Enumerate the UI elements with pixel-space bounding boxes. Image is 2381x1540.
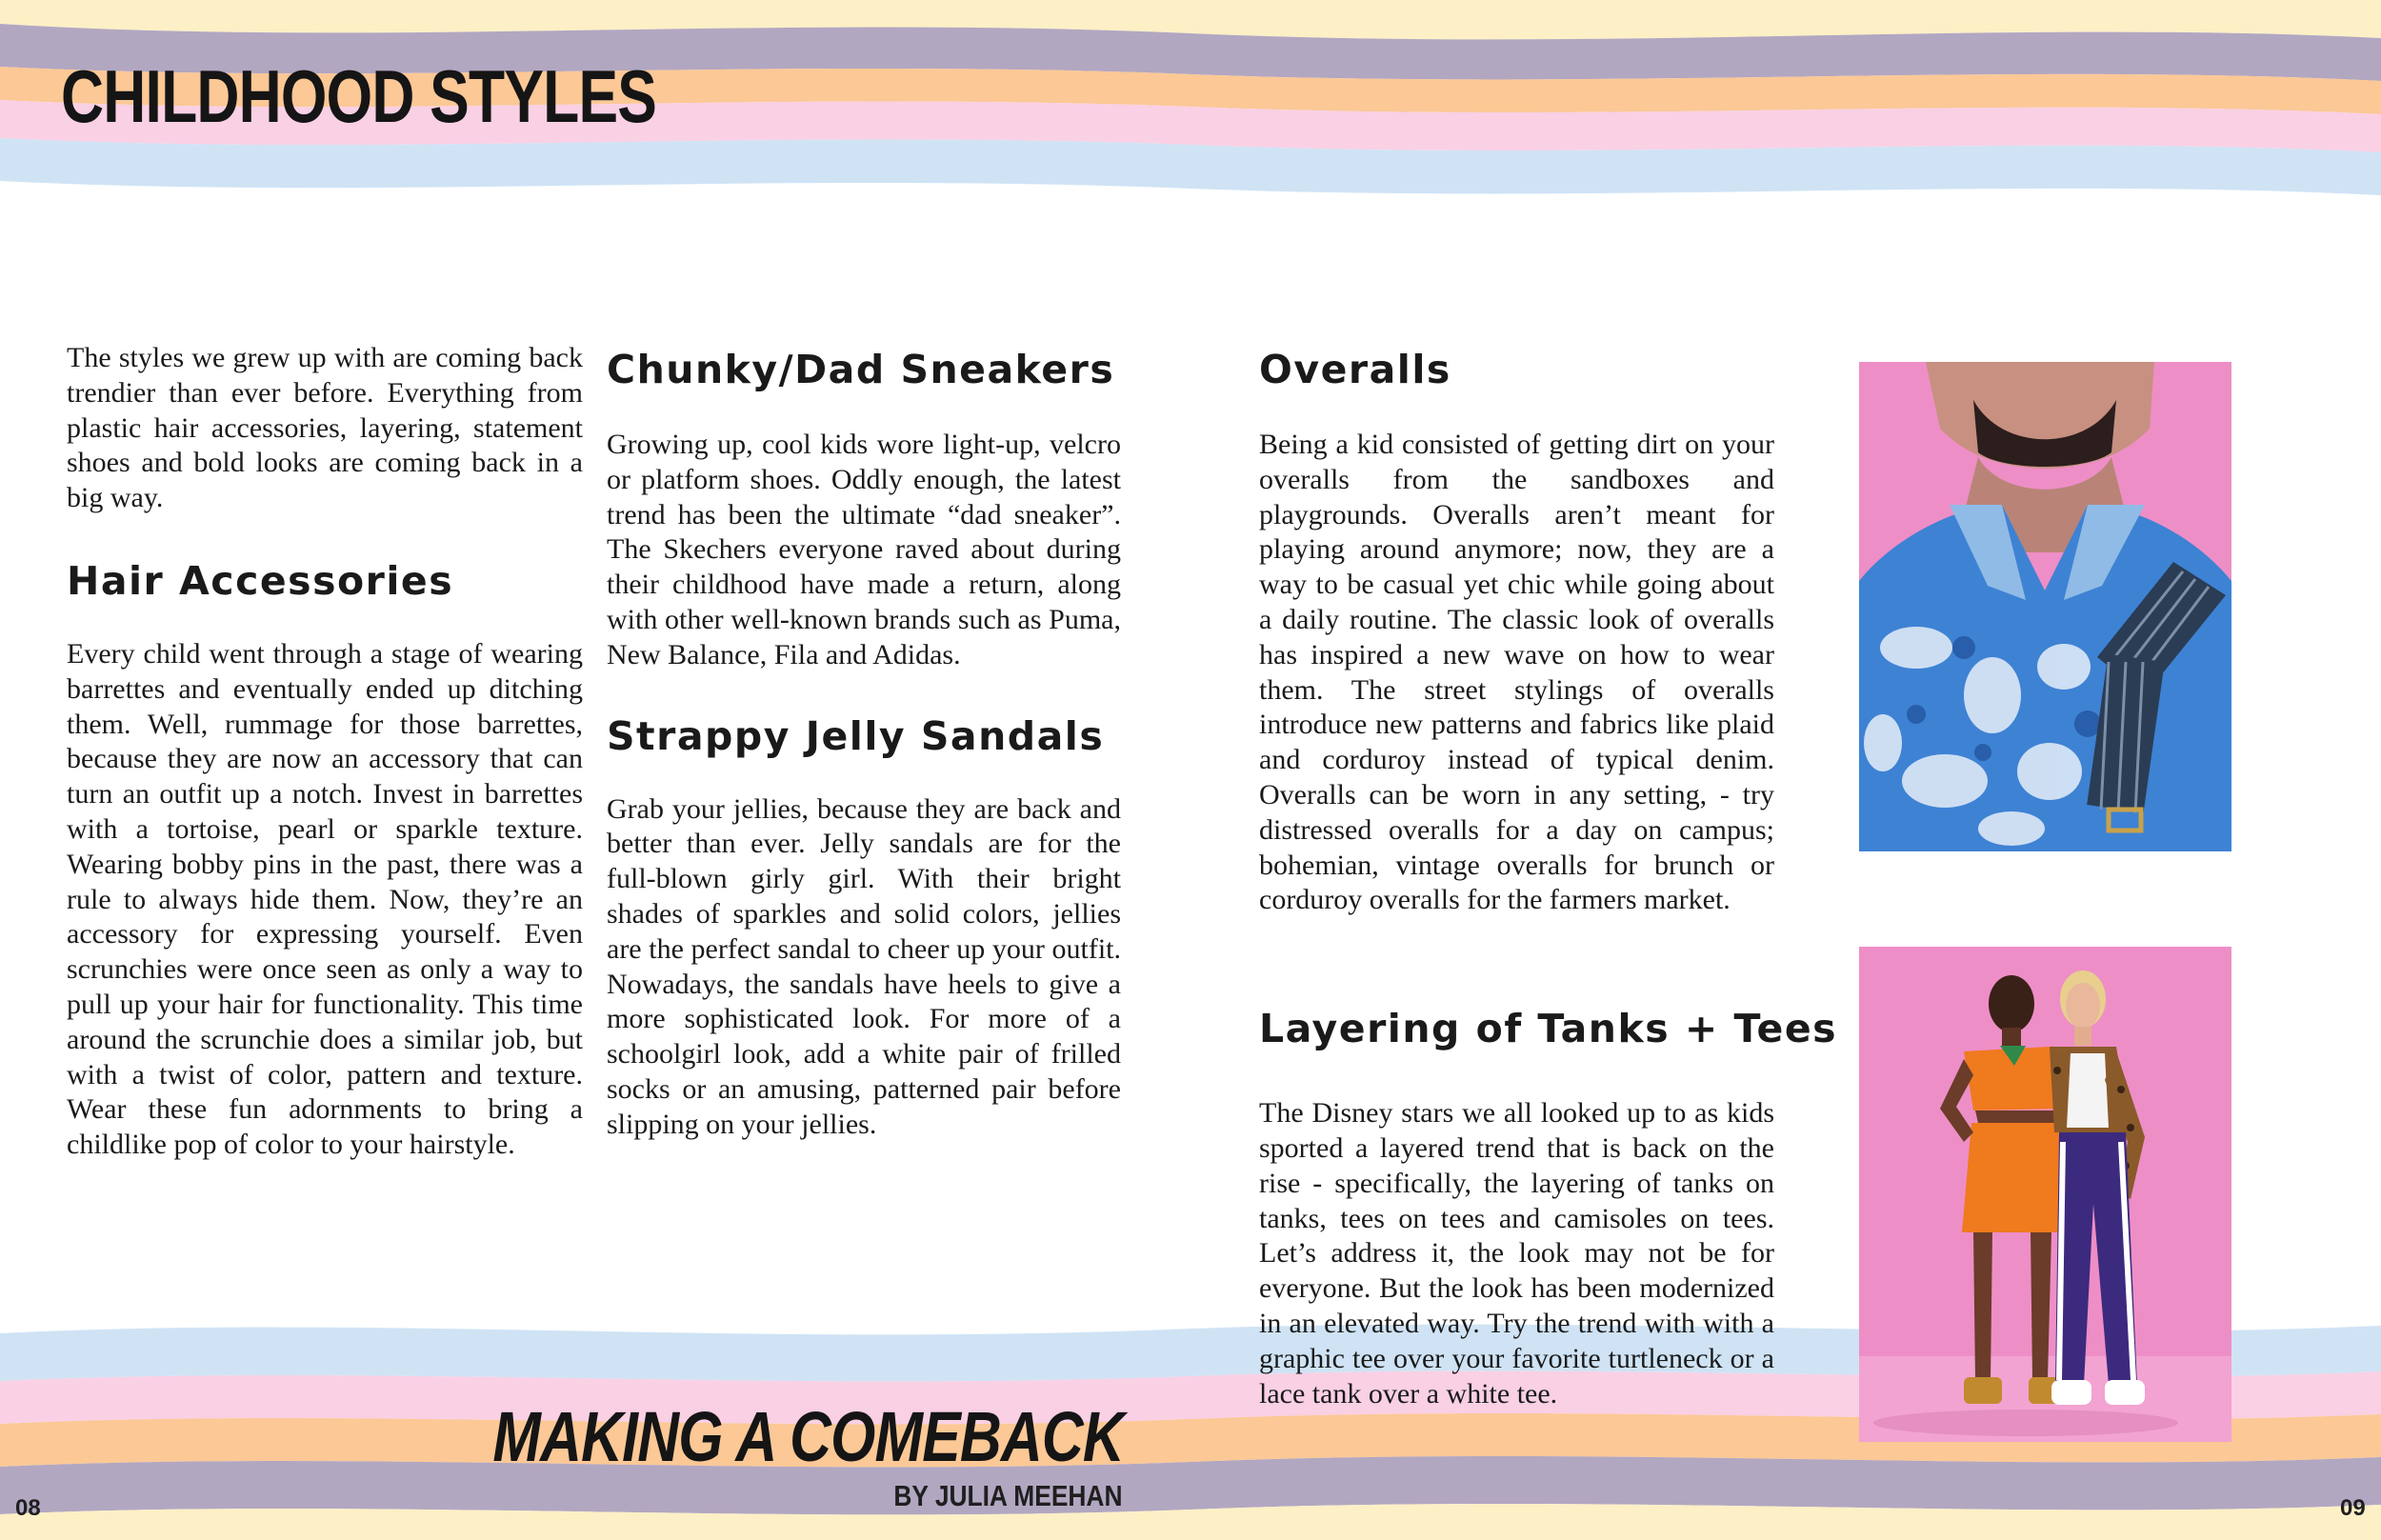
wave-stripe-blue xyxy=(0,138,2381,195)
author-byline: BY JULIA MEEHAN xyxy=(892,1479,1122,1512)
heading-chunky-sneakers: Chunky/Dad Sneakers xyxy=(607,347,1115,392)
column-middle xyxy=(607,347,1121,1143)
heading-overalls: Overalls xyxy=(1259,347,1451,392)
column-right xyxy=(1259,347,1838,1411)
page-number-left: 08 xyxy=(15,1495,41,1521)
wave-stripe-purple xyxy=(0,1456,2381,1514)
heading-jelly-sandals: Strappy Jelly Sandals xyxy=(607,712,1105,759)
heading-hair-accessories: Hair Accessories xyxy=(67,557,454,604)
column-left xyxy=(67,341,583,1163)
body-hair-accessories: Every child went through a stage of wearing barrettes and eventually ended up ditching them. Well, rummage for those barrettes, because they are now an accessory that can turn an outfit up a notch. Invest in barrettes with a tortoise, pearl or sparkle texture. Wearing bobby pins in the past, there was a rule to always hide them. Now, they’re an accessory for expressing yourself. Even scrunchies were once seen as only a way to pull up your hair for functionality. This time around the scrunchie does a similar job, but with a twist of color, pattern and texture. Wear these fun adornments to bring a childlike pop of color to your hairstyle. xyxy=(67,637,583,1161)
page-number-right: 09 xyxy=(2340,1495,2366,1521)
body-layering: The Disney stars we all looked up to as kids sported a layered trend that is back on the rise - specifically, the layering of tanks on tanks, tees on tees and camisoles on tees. Let’s address it, the look may not be for everyone. But the look has been modernized in an elevated way. Try the trend with with a graphic tee over your favorite turtleneck or a lace tank over a white tee. xyxy=(1259,1097,1774,1410)
photo-layering-models xyxy=(1859,947,2231,1442)
article-title: MAKING A COMEBACK xyxy=(492,1397,1124,1476)
body-overalls: Being a kid consisted of getting dirt on your overalls from the sandboxes and playgrounds. Overalls aren’t meant for playing around anymore; now, they are a way to be casual yet chic while going about a daily routine. The classic look of overalls has inspired a new wave on how to wear them. The street stylings of overalls introduce new patterns and fabrics like plaid and corduroy instead of typical denim. Overalls can be worn in any setting, - try distressed overalls for a day on campus; bohemian, vintage overalls for brunch or corduroy overalls for the farmers market. xyxy=(1259,429,1774,916)
intro-paragraph: The styles we grew up with are coming back trendier than ever before. Everything from plastic hair accessories, layering, statement shoes and bold looks are coming back in a big way. xyxy=(67,342,583,514)
body-jelly-sandals: Grab your jellies, because they are back and better than ever. Jelly sandals are for the full-blown girly girl. With their bright shades of sparkles and solid colors, jellies are the perfect sandal to cheer up your outfit. Nowadays, the sandals have heels to give a more sophisticated look. For more of a schoolgirl look, add a white pair of frilled socks or an amusing, patterned pair before slipping on your jellies. xyxy=(607,792,1121,1140)
page-title: CHILDHOOD STYLES xyxy=(61,54,657,138)
body-chunky-sneakers: Growing up, cool kids wore light-up, velcro or platform shoes. Oddly enough, the latest trend has been the ultimate “dad sneaker”. The Skechers everyone raved about during their childhood have made a return, along with other well-known brands such as Puma, New Balance, Fila and Adidas. xyxy=(607,429,1121,670)
photo-overalls-closeup xyxy=(1859,362,2231,851)
heading-layering: Layering of Tanks + Tees xyxy=(1259,1006,1838,1052)
